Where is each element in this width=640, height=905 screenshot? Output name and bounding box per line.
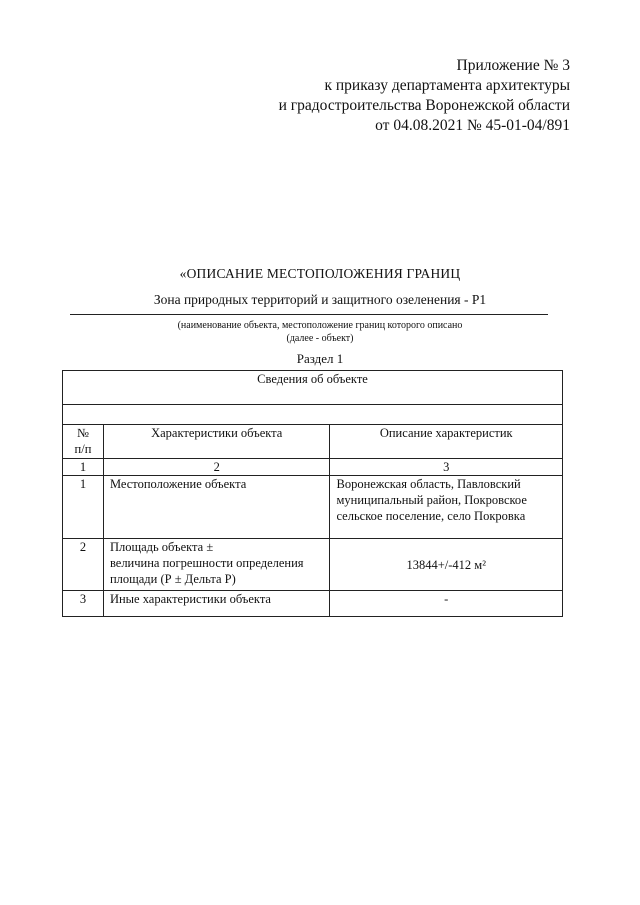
appendix-line-3: и градостроительства Воронежской области <box>278 97 570 114</box>
row-characteristic: Площадь объекта ± величина погрешности определения площади (Р ± Дельта Р) <box>103 539 330 591</box>
row-description: 13844+/-412 м² <box>330 539 563 591</box>
appendix-line-2: к приказу департамента архитектуры <box>324 77 570 94</box>
row-description: - <box>330 591 563 617</box>
section-title: Раздел 1 <box>296 351 344 366</box>
column-header-characteristic: Характеристики объекта <box>103 425 330 459</box>
object-name-caption <box>0 319 640 345</box>
row-characteristic: Иные характеристики объекта <box>103 591 330 617</box>
table-row <box>63 539 563 591</box>
column-number-2: 2 <box>103 459 330 476</box>
table-header: Сведения об объекте <box>63 371 563 405</box>
object-name: Зона природных территорий и защитного озеленения - Р1 <box>153 292 487 307</box>
row-number: 2 <box>63 539 104 591</box>
underline-rule <box>70 314 548 315</box>
blank-row <box>63 405 563 425</box>
column-header-description: Описание характеристик <box>330 425 563 459</box>
column-number-3: 3 <box>330 459 563 476</box>
document-title: «ОПИСАНИЕ МЕСТОПОЛОЖЕНИЯ ГРАНИЦ <box>179 266 461 281</box>
column-number-1: 1 <box>63 459 104 476</box>
object-info-table <box>62 370 563 617</box>
caption-line-1: (наименование объекта, местоположение границ которого описано <box>177 320 463 331</box>
row-characteristic: Местоположение объекта <box>103 476 330 539</box>
appendix-line-1: Приложение № 3 <box>456 57 570 74</box>
row-number: 1 <box>63 476 104 539</box>
table-row <box>63 591 563 617</box>
row-description: Воронежская область, Павловский муниципальный район, Покровское сельское поселение, село Покровка <box>330 476 563 539</box>
row-number: 3 <box>63 591 104 617</box>
column-header-number: № п/п <box>63 425 104 459</box>
appendix-header <box>279 56 570 136</box>
appendix-line-4: от 04.08.2021 № 45-01-04/891 <box>375 117 570 134</box>
table-row <box>63 476 563 539</box>
caption-line-2: (далее - объект) <box>286 333 354 344</box>
